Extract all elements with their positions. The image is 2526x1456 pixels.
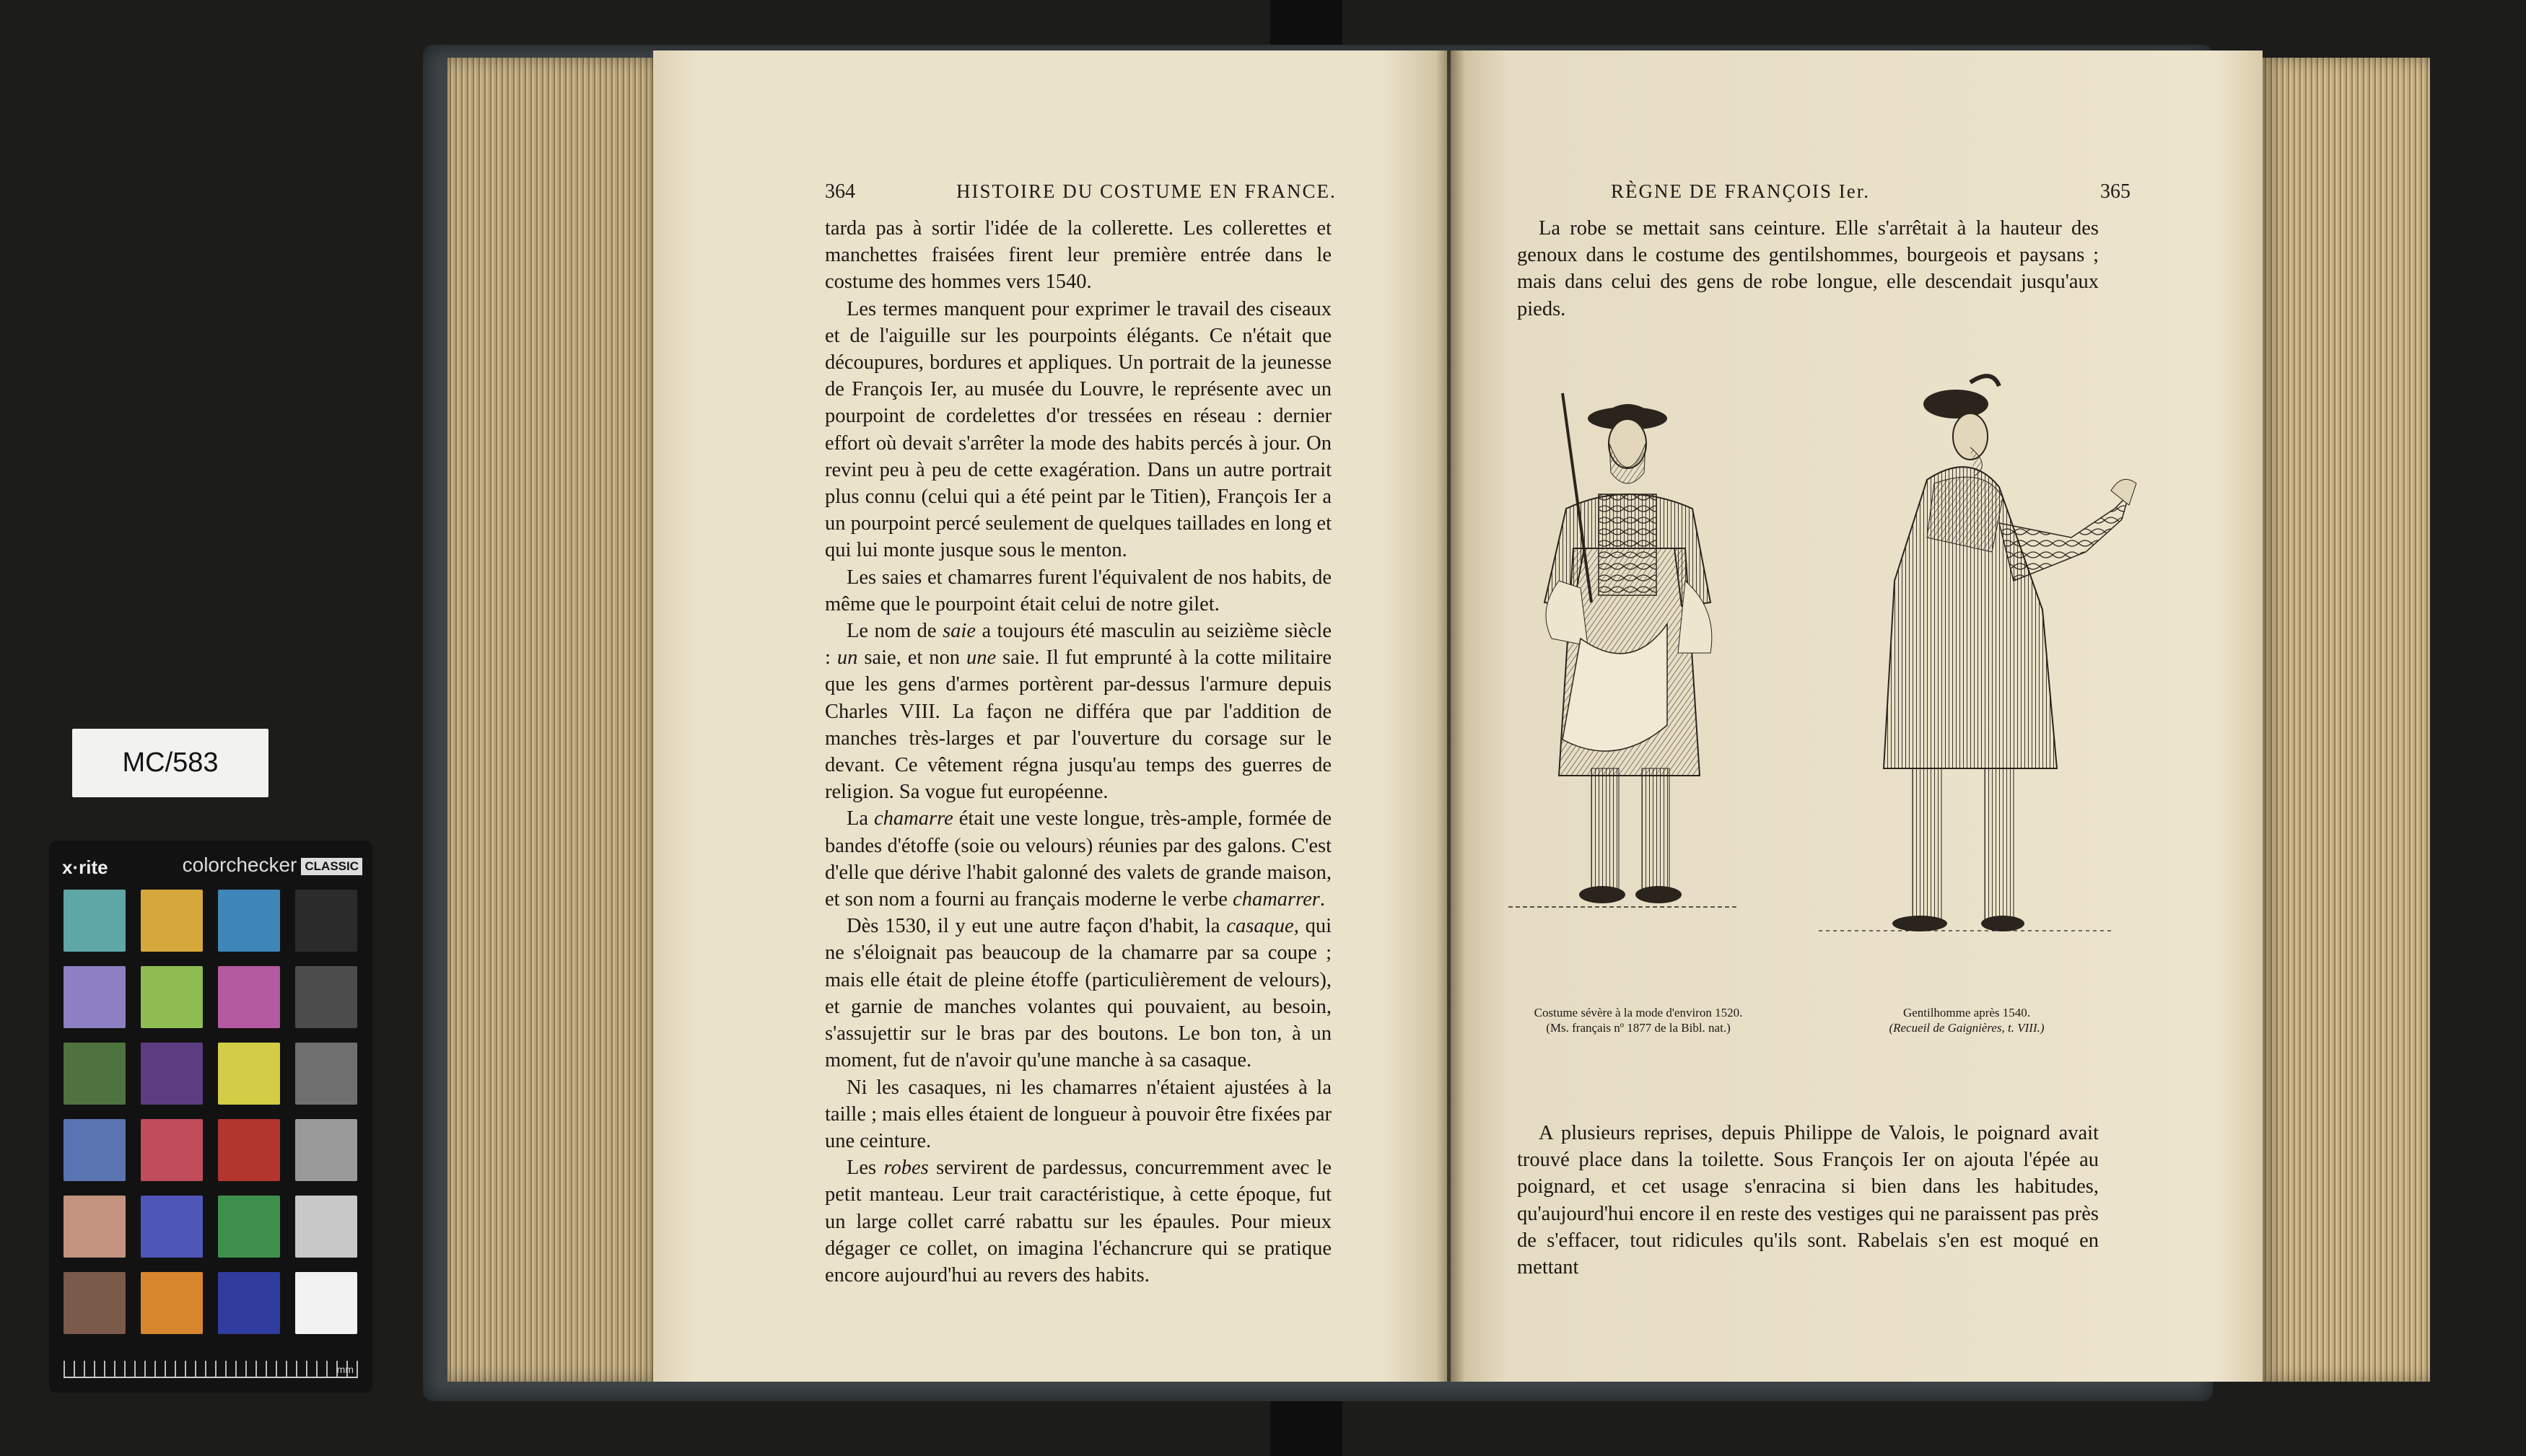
left-page-number: 364 bbox=[825, 180, 855, 203]
page-edges-left bbox=[447, 58, 664, 1382]
figure-right-gentleman bbox=[1819, 376, 2136, 931]
caption-left-title: Costume sévère à la mode d'environ 1520. bbox=[1534, 1006, 1743, 1019]
italic-term: robes bbox=[883, 1157, 929, 1180]
color-swatch bbox=[295, 966, 357, 1028]
color-swatch bbox=[141, 1119, 203, 1181]
text-run: tarda pas à sortir l'idée de la collerette. Les collerettes et manchettes fraisées firent leur première entrée dans le costume des hommes vers 1540. bbox=[825, 217, 1332, 294]
color-swatch bbox=[218, 966, 280, 1028]
paragraph bbox=[825, 618, 1332, 805]
figure-left-man bbox=[1508, 393, 1739, 907]
page-edges-right bbox=[2263, 58, 2430, 1382]
left-running-head: HISTOIRE DU COSTUME EN FRANCE. bbox=[956, 180, 1337, 202]
color-swatch bbox=[141, 1272, 203, 1334]
right-running-head: RÈGNE DE FRANÇOIS Ier. bbox=[1611, 180, 1870, 202]
caption-right bbox=[1833, 1005, 2100, 1035]
color-swatch bbox=[64, 1196, 126, 1258]
paragraph bbox=[825, 296, 1332, 564]
caption-left bbox=[1494, 1005, 1783, 1035]
paragraph bbox=[825, 215, 1332, 296]
italic-term: une bbox=[966, 646, 997, 670]
color-swatch bbox=[218, 890, 280, 952]
text-run: servirent de pardessus, concurremment avec le petit manteau. Leur trait caractéristique, à cette époque, fut un large collet carré rabattu sur les épaules. Pour mieux dégager ce collet, on imagina l'échancrure qui se pratique encore aujourd'hui au revers des habits. bbox=[825, 1157, 1332, 1286]
right-page-number: 365 bbox=[2100, 180, 2131, 203]
paragraph bbox=[825, 1154, 1332, 1289]
text-run: La bbox=[847, 807, 875, 830]
color-swatch bbox=[141, 1043, 203, 1105]
right-bottom-paragraph: A plusieurs reprises, depuis Philippe de Valois, le poignard avait trouvé place dans la toilette. Sous François Ier on ajouta l'épée au poignard, et cet usage s'enracina si bien dans les habitudes, qu'aujourd'hui encore il en reste des vestiges qui ne paraissent pas près de s'effacer, tout ridicules qu'ils sont. Rabelais s'en est moqué en mettant bbox=[1517, 1122, 2099, 1279]
text-run: a toujours été masculin au seizième siècle : bbox=[825, 620, 1332, 670]
text-run: Les bbox=[847, 1157, 884, 1180]
color-swatch bbox=[218, 1119, 280, 1181]
text-run: Les termes manquent pour exprimer le travail des ciseaux et de l'aiguille sur les pourpoints élégants. Ce n'était que découpures, bordures et appliques. Un portrait de la jeunesse de François Ier, au musée du Louvre, le représente avec un pourpoint de cordelettes d'or tressées en réseau : dernier effort où devait s'arrêter la mode des habits percés à jour. On revint peu à peu de cette exagération. Dans un autre portrait plus connu (celui qui a été peint par le Titien), François Ier a un pourpoint percé seulement de quelques taillades en long et qui lui monte jusque sous le menton. bbox=[825, 297, 1332, 562]
color-swatch bbox=[295, 890, 357, 952]
checker-title bbox=[183, 854, 362, 877]
color-swatch bbox=[218, 1043, 280, 1105]
italic-term: chamarrer bbox=[1233, 888, 1320, 911]
costume-illustration bbox=[1494, 364, 2143, 1007]
checker-title-text: colorchecker bbox=[182, 854, 297, 876]
paragraph bbox=[825, 913, 1332, 1074]
checker-ruler bbox=[64, 1361, 358, 1378]
color-swatch bbox=[64, 1119, 126, 1181]
xrite-logo: x·rite bbox=[62, 856, 108, 878]
italic-term: un bbox=[836, 646, 858, 670]
caption-right-title: Gentilhomme après 1540. bbox=[1902, 1006, 2031, 1019]
swatch-grid bbox=[64, 890, 358, 1334]
text-run: Dès 1530, il y eut une autre façon d'habit, la bbox=[847, 915, 1227, 938]
color-swatch bbox=[64, 890, 126, 952]
color-swatch bbox=[64, 966, 126, 1028]
left-body-text bbox=[825, 215, 1332, 1289]
paragraph bbox=[825, 564, 1332, 618]
text-run: était une veste longue, très-ample, formée de bandes d'étoffe (soie ou velours) réunies par des galons. C'est d'elle que dérive l'habit galonné des valets de grande maison, et son nom a fourni au français moderne le verbe bbox=[825, 807, 1332, 911]
italic-term: casaque bbox=[1226, 915, 1294, 938]
text-run: saie, et non bbox=[857, 646, 966, 670]
text-run: Ni les casaques, ni les chamarres n'étaient ajustées à la taille ; mais elles étaient de longueur à pouvoir être fixées par une ceinture. bbox=[825, 1076, 1332, 1152]
color-swatch bbox=[141, 966, 203, 1028]
paragraph bbox=[825, 1074, 1332, 1155]
archive-label: MC/583 bbox=[72, 729, 268, 797]
color-swatch bbox=[295, 1272, 357, 1334]
color-checker-card bbox=[49, 841, 372, 1393]
right-top-paragraph: La robe se mettait sans ceinture. Elle s'arrêtait à la hauteur des genoux dans le costume des gentilshommes, bourgeois et paysans ; mais dans celui des gens de robe longue, elle descendait jusqu'aux pieds. bbox=[1517, 217, 2099, 320]
italic-term: saie bbox=[943, 620, 976, 643]
italic-term: chamarre bbox=[874, 807, 953, 830]
color-swatch bbox=[64, 1272, 126, 1334]
text-run: Les saies et chamarres furent l'équivalent de nos habits, de même que le pourpoint était celui de notre gilet. bbox=[825, 566, 1332, 615]
color-swatch bbox=[295, 1119, 357, 1181]
text-run: Le nom de bbox=[847, 620, 943, 643]
color-swatch bbox=[64, 1043, 126, 1105]
color-swatch bbox=[295, 1196, 357, 1258]
color-swatch bbox=[295, 1043, 357, 1105]
caption-left-source: (Ms. français nº 1877 de la Bibl. nat.) bbox=[1546, 1021, 1731, 1035]
color-swatch bbox=[218, 1272, 280, 1334]
text-run: saie. Il fut emprunté à la cotte militaire que les gens d'armes portèrent par-dessus l'armure depuis Charles VIII. La façon ne différa que par l'addition de manches très-larges et par l'ouverture du corsage sur le devant. Ce vêtement régna jusqu'au temps des guerres de religion. Sa vogue fut européenne. bbox=[825, 646, 1332, 804]
text-run: , qui ne s'éloignait pas beaucoup de la chamarre par sa coupe ; mais elle était de pleine étoffe (particulièrement de velours), et garnie de manches volantes qui pouvaient, au besoin, s'assujettir sur le bras par des boutons. Le bon ton, à un moment, fut de n'avoir qu'une manche à sa casaque. bbox=[825, 915, 1332, 1072]
book-gutter bbox=[1436, 51, 1465, 1382]
color-swatch bbox=[141, 1196, 203, 1258]
ruler-unit: mm bbox=[336, 1364, 354, 1375]
color-swatch bbox=[218, 1196, 280, 1258]
left-page bbox=[653, 51, 1447, 1382]
checker-badge: CLASSIC bbox=[301, 858, 362, 875]
color-swatch bbox=[141, 890, 203, 952]
paragraph bbox=[825, 805, 1332, 913]
caption-right-source: (Recueil de Gaignières, t. VIII.) bbox=[1889, 1021, 2045, 1035]
text-run: . bbox=[1319, 888, 1326, 911]
